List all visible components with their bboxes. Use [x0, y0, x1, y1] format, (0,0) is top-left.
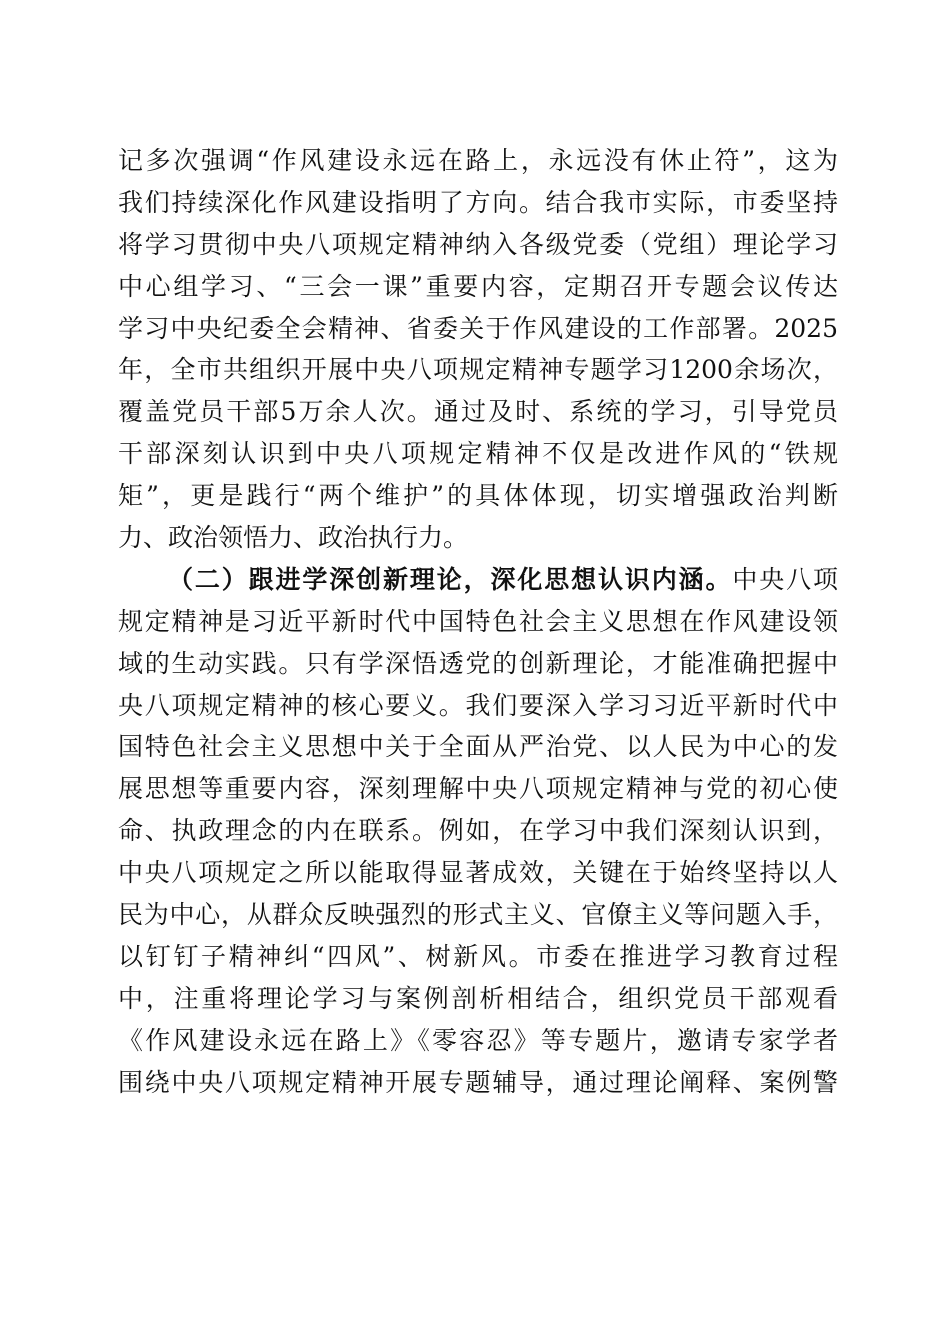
text-line: 年，全市共组织开展中央八项规定精神专题学习1200余场次， — [118, 355, 838, 385]
text-line: 覆盖党员干部5万余人次。通过及时、系统的学习，引导党员 — [118, 397, 838, 427]
text-line: 域的生动实践。只有学深悟透党的创新理论，才能准确把握中 — [118, 648, 838, 678]
section-heading-line — [118, 559, 838, 601]
text-line: 民为中心，从群众反映强烈的形式主义、官僚主义等问题入手， — [118, 900, 838, 930]
text-line: 矩”，更是践行“两个维护”的具体体现，切实增强政治判断 — [118, 481, 838, 511]
text-line: 央八项规定精神的核心要义。我们要深入学习习近平新时代中 — [118, 690, 838, 720]
text-line: 规定精神是习近平新时代中国特色社会主义思想在作风建设领 — [118, 606, 838, 636]
text-line: 力、政治领悟力、政治执行力。 — [118, 523, 469, 553]
text-line: 展思想等重要内容，深刻理解中央八项规定精神与党的初心使 — [118, 774, 838, 804]
text-line: 以钉钉子精神纠“四风”、树新风。市委在推进学习教育过程 — [118, 941, 838, 971]
text-line: 国特色社会主义思想中关于全面从严治党、以人民为中心的发 — [118, 732, 838, 762]
document-body — [118, 140, 838, 1103]
text-line: 中央八项规定之所以能取得显著成效，关键在于始终坚持以人 — [118, 858, 838, 888]
text-line: 围绕中央八项规定精神开展专题辅导，通过理论阐释、案例警 — [118, 1067, 838, 1097]
text-line: 中，注重将理论学习与案例剖析相结合，组织党员干部观看 — [118, 983, 838, 1013]
text-line: 命、执政理念的内在联系。例如，在学习中我们深刻认识到， — [118, 816, 838, 846]
text-line: 《作风建设永远在路上》《零容忍》等专题片，邀请专家学者 — [118, 1025, 838, 1055]
text-line: 干部深刻认识到中央八项规定精神不仅是改进作风的“铁规 — [118, 439, 838, 469]
text-line: 学习中央纪委全会精神、省委关于作风建设的工作部署。2025 — [118, 313, 838, 343]
text-line: 将学习贯彻中央八项规定精神纳入各级党委（党组）理论学习 — [118, 229, 838, 259]
text-line: 我们持续深化作风建设指明了方向。结合我市实际，市委坚持 — [118, 187, 838, 217]
section-heading: （二）跟进学深创新理论，深化思想认识内涵。 — [168, 564, 733, 594]
section-heading-continuation: 中央八项 — [732, 564, 838, 594]
text-line: 中心组学习、“三会一课”重要内容，定期召开专题会议传达 — [118, 271, 838, 301]
text-line: 记多次强调“作风建设永远在路上，永远没有休止符”，这为 — [118, 146, 838, 175]
